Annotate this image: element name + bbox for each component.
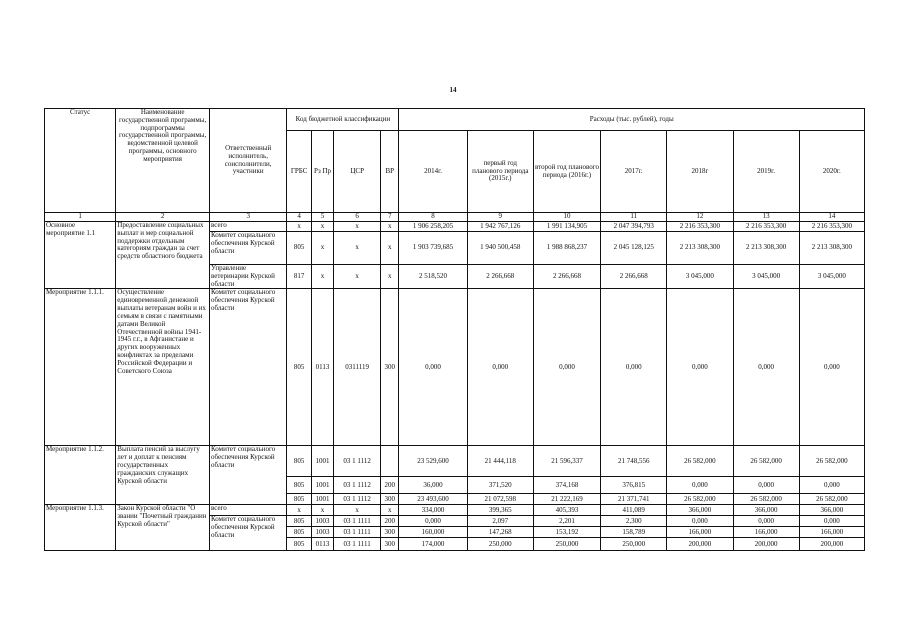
row-value-2017: 158,789 [601, 527, 667, 538]
row-csr: 0311119 [334, 289, 381, 446]
row-value-2014: 0,000 [399, 516, 467, 527]
header-2018: 2018г [667, 131, 733, 213]
header-code-group: Код бюджетной классификации [287, 109, 399, 131]
row-value-2015: 21 444,118 [467, 446, 533, 477]
column-number-3: 3 [209, 213, 286, 222]
row-grbs: 805 [287, 516, 311, 527]
row-status: Мероприятие 1.1.1. [45, 289, 116, 446]
header-expenses: Расходы (тыс. рублей), годы [399, 109, 865, 131]
header-executor: Ответственный исполнитель, соисполнители, участники [209, 109, 286, 213]
row-value-2019: 166,000 [733, 527, 799, 538]
row-value-2018: 0,000 [667, 289, 733, 446]
row-value-2014: 0,000 [399, 289, 467, 446]
header-2017: 2017г. [601, 131, 667, 213]
row-value-2015: 1 940 500,458 [467, 232, 533, 265]
row-vr: х [381, 505, 399, 516]
table-row [45, 446, 865, 477]
row-value-2014: 2 518,520 [399, 265, 467, 289]
row-value-2016: 405,393 [533, 505, 600, 516]
row-value-2017: 2 266,668 [601, 265, 667, 289]
row-value-2020: 0,000 [799, 289, 864, 446]
row-value-2019: 0,000 [733, 289, 799, 446]
row-value-2016: 1 991 134,905 [533, 222, 600, 232]
row-value-2015: 371,520 [467, 477, 533, 494]
row-value-2016: 21 222,169 [533, 494, 600, 505]
row-value-2015: 0,000 [467, 289, 533, 446]
row-value-2017: 2,300 [601, 516, 667, 527]
row-value-2018: 366,000 [667, 505, 733, 516]
row-csr: 03 1 1111 [334, 538, 381, 551]
table-row [45, 505, 865, 516]
row-value-2018: 0,000 [667, 516, 733, 527]
row-rzpr: 1003 [311, 527, 333, 538]
row-value-2014: 23 493,600 [399, 494, 467, 505]
column-number-12: 12 [667, 213, 733, 222]
row-value-2014: 1 906 258,205 [399, 222, 467, 232]
row-value-2020: 26 582,000 [799, 494, 864, 505]
row-value-2014: 36,000 [399, 477, 467, 494]
row-value-2015: 147,268 [467, 527, 533, 538]
column-number-5: 5 [311, 213, 333, 222]
row-executor: всего [209, 505, 286, 516]
row-value-2016: 1 988 868,237 [533, 232, 600, 265]
row-value-2020: 3 045,000 [799, 265, 864, 289]
header-csr: ЦСР [334, 131, 381, 213]
row-value-2020: 2 216 353,300 [799, 222, 864, 232]
row-value-2015: 2,097 [467, 516, 533, 527]
row-csr: 03 1 1111 [334, 527, 381, 538]
row-grbs: х [287, 505, 311, 516]
header-name: Наименование государственной программы, подпрограммы государственной программы, ведомственной целевой программы, основного мероприятия [116, 109, 210, 213]
row-rzpr: х [311, 505, 333, 516]
row-value-2015: 399,365 [467, 505, 533, 516]
row-value-2018: 26 582,000 [667, 494, 733, 505]
column-number-13: 13 [733, 213, 799, 222]
row-value-2019: 2 213 308,300 [733, 232, 799, 265]
row-value-2018: 2 213 308,300 [667, 232, 733, 265]
column-number-4: 4 [287, 213, 311, 222]
column-number-9: 9 [467, 213, 533, 222]
column-number-10: 10 [533, 213, 600, 222]
row-value-2016: 374,168 [533, 477, 600, 494]
row-value-2018: 2 216 353,300 [667, 222, 733, 232]
row-value-2017: 250,000 [601, 538, 667, 551]
column-number-14: 14 [799, 213, 864, 222]
table-row [45, 222, 865, 232]
budget-table [44, 108, 865, 551]
row-grbs: 805 [287, 538, 311, 551]
row-vr: 200 [381, 477, 399, 494]
row-value-2020: 2 213 308,300 [799, 232, 864, 265]
column-number-6: 6 [334, 213, 381, 222]
row-value-2017: 21 371,741 [601, 494, 667, 505]
column-number-1: 1 [45, 213, 116, 222]
row-vr: 300 [381, 538, 399, 551]
row-value-2020: 26 582,000 [799, 446, 864, 477]
row-csr: 03 1 1112 [334, 446, 381, 477]
row-value-2015: 21 072,598 [467, 494, 533, 505]
header-2020: 2020г. [799, 131, 864, 213]
table-body [45, 222, 865, 551]
row-value-2014: 1 903 739,685 [399, 232, 467, 265]
row-name: Выплата пенсий за выслугу лет и доплат к пенсиям государственных гражданских служащих Курской области [116, 446, 210, 505]
row-rzpr: х [311, 222, 333, 232]
row-rzpr: 0113 [311, 538, 333, 551]
row-rzpr: х [311, 265, 333, 289]
row-value-2016: 2,201 [533, 516, 600, 527]
row-rzpr: 1001 [311, 446, 333, 477]
row-rzpr: 1001 [311, 477, 333, 494]
row-executor: Комитет социального обеспечения Курской области [209, 516, 286, 551]
header-vr: ВР [381, 131, 399, 213]
table-row [45, 289, 865, 446]
row-value-2015: 2 266,668 [467, 265, 533, 289]
header-2014: 2014г. [399, 131, 467, 213]
row-vr: х [381, 232, 399, 265]
row-status: Основное мероприятие 1.1 [45, 222, 116, 289]
column-number-8: 8 [399, 213, 467, 222]
row-value-2020: 366,000 [799, 505, 864, 516]
row-grbs: 805 [287, 232, 311, 265]
row-vr: 300 [381, 527, 399, 538]
row-value-2019: 2 216 353,300 [733, 222, 799, 232]
row-csr: 03 1 1112 [334, 477, 381, 494]
row-value-2016: 2 266,668 [533, 265, 600, 289]
row-name: Предоставление социальных выплат и мер социальной поддержки отдельным категориям граждан за счет средств областного бюджета [116, 222, 210, 289]
row-grbs: 805 [287, 494, 311, 505]
header-2016: второй год планового периода (2016г.) [533, 131, 600, 213]
header-grbs: ГРБС [287, 131, 311, 213]
row-executor: Комитет социального обеспечения Курской области [209, 232, 286, 265]
row-value-2018: 26 582,000 [667, 446, 733, 477]
row-grbs: 805 [287, 527, 311, 538]
row-value-2019: 0,000 [733, 516, 799, 527]
row-value-2019: 0,000 [733, 477, 799, 494]
row-csr: 03 1 1112 [334, 494, 381, 505]
row-vr: х [381, 265, 399, 289]
row-csr: х [334, 222, 381, 232]
row-value-2016: 153,192 [533, 527, 600, 538]
row-status: Мероприятие 1.1.2. [45, 446, 116, 505]
row-value-2019: 366,000 [733, 505, 799, 516]
row-value-2016: 21 596,337 [533, 446, 600, 477]
row-value-2014: 23 529,600 [399, 446, 467, 477]
row-vr: 300 [381, 289, 399, 446]
row-vr: 200 [381, 516, 399, 527]
row-value-2014: 160,000 [399, 527, 467, 538]
row-grbs: 805 [287, 289, 311, 446]
row-value-2019: 26 582,000 [733, 494, 799, 505]
row-value-2014: 334,000 [399, 505, 467, 516]
row-value-2015: 1 942 767,126 [467, 222, 533, 232]
row-csr: 03 1 1111 [334, 516, 381, 527]
row-executor: Комитет социального обеспечения Курской области [209, 289, 286, 446]
row-value-2016: 0,000 [533, 289, 600, 446]
header-rzpr: Рз Пр [311, 131, 333, 213]
row-value-2019: 3 045,000 [733, 265, 799, 289]
row-vr: х [381, 222, 399, 232]
row-executor: всего [209, 222, 286, 232]
row-value-2018: 200,000 [667, 538, 733, 551]
column-number-row [45, 213, 865, 222]
row-value-2014: 174,000 [399, 538, 467, 551]
row-vr: 300 [381, 494, 399, 505]
row-value-2016: 250,000 [533, 538, 600, 551]
row-executor: Комитет социального обеспечения Курской области [209, 446, 286, 505]
row-name: Осуществление единовременной денежной выплаты ветеранам войн и их семьям в связи с памятными датами Великой Отечественной войны 1941-1945 г.г., в Афганистане и других вооруженных конфликтах за пределами Российской Федерации и Советского Союза [116, 289, 210, 446]
row-csr: х [334, 232, 381, 265]
page-number: 14 [449, 86, 457, 94]
header-status: Статус [45, 109, 116, 213]
header-2015: первый год планового периода (2015г.) [467, 131, 533, 213]
row-value-2017: 376,815 [601, 477, 667, 494]
row-grbs: 805 [287, 477, 311, 494]
row-value-2018: 0,000 [667, 477, 733, 494]
row-value-2017: 2 047 394,793 [601, 222, 667, 232]
column-number-7: 7 [381, 213, 399, 222]
row-value-2017: 21 748,556 [601, 446, 667, 477]
row-executor: Управление ветеринарии Курской области [209, 265, 286, 289]
column-number-2: 2 [116, 213, 210, 222]
row-value-2018: 166,000 [667, 527, 733, 538]
row-value-2017: 0,000 [601, 289, 667, 446]
row-value-2019: 26 582,000 [733, 446, 799, 477]
row-rzpr: 0113 [311, 289, 333, 446]
row-csr: х [334, 265, 381, 289]
row-value-2020: 166,000 [799, 527, 864, 538]
row-rzpr: х [311, 232, 333, 265]
column-number-11: 11 [601, 213, 667, 222]
row-rzpr: 1001 [311, 494, 333, 505]
row-name: Закон Курской области "О звании "Почетный гражданин Курской области" [116, 505, 210, 551]
row-value-2015: 250,000 [467, 538, 533, 551]
row-status: Мероприятие 1.1.3. [45, 505, 116, 551]
row-value-2017: 411,089 [601, 505, 667, 516]
row-value-2019: 200,000 [733, 538, 799, 551]
row-value-2020: 200,000 [799, 538, 864, 551]
row-csr: х [334, 505, 381, 516]
row-grbs: 805 [287, 446, 311, 477]
row-grbs: 817 [287, 265, 311, 289]
row-value-2020: 0,000 [799, 477, 864, 494]
row-value-2017: 2 045 128,125 [601, 232, 667, 265]
header-2019: 2019г. [733, 131, 799, 213]
row-vr [381, 446, 399, 477]
row-grbs: х [287, 222, 311, 232]
row-rzpr: 1003 [311, 516, 333, 527]
row-value-2020: 0,000 [799, 516, 864, 527]
row-value-2018: 3 045,000 [667, 265, 733, 289]
